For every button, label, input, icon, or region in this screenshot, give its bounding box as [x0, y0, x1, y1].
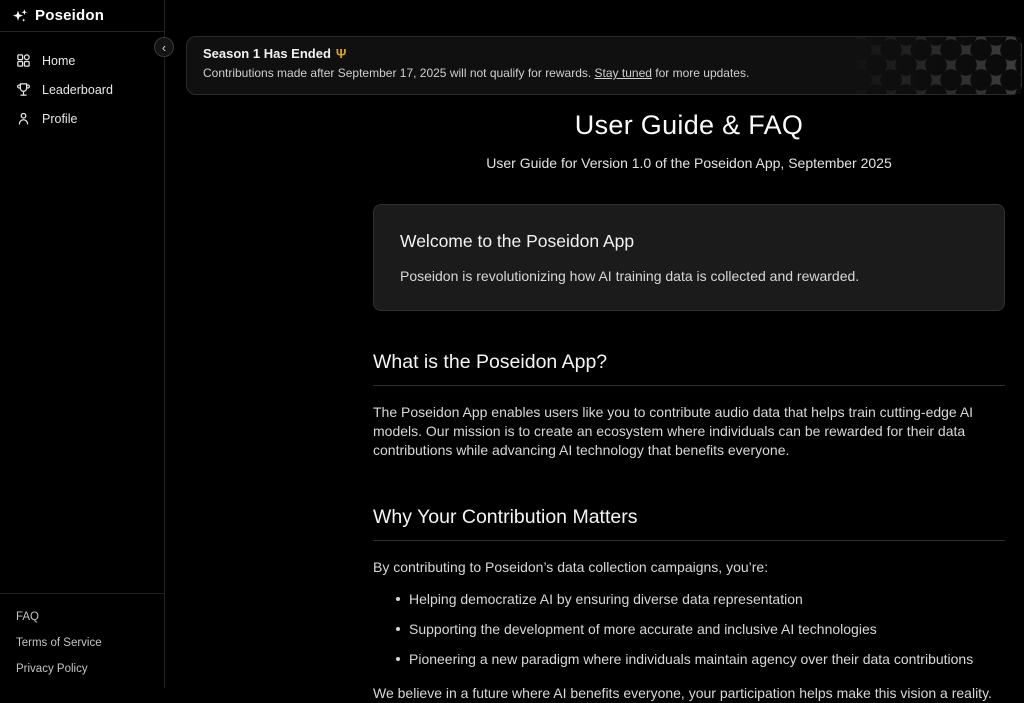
- sidebar-nav: [0, 32, 167, 133]
- section-heading: What is the Poseidon App?: [373, 351, 608, 373]
- page-subtitle: User Guide for Version 1.0 of the Poseidon App, September 2025: [486, 155, 892, 171]
- sidebar-item-home[interactable]: [0, 46, 164, 75]
- section-heading: Why Your Contribution Matters: [373, 506, 638, 528]
- section-divider: [373, 385, 1005, 386]
- banner-message-pre: Contributions made after September 17, 2025 will not qualify for rewards.: [203, 66, 595, 80]
- page-title: User Guide & FAQ: [574, 110, 804, 140]
- section-intro: By contributing to Poseidon’s data collection campaigns, you’re:: [373, 559, 769, 575]
- trident-icon: Ψ: [335, 46, 347, 61]
- sidebar-item-label: Leaderboard: [42, 82, 113, 97]
- trophy-icon: [16, 82, 31, 97]
- footer-link-terms[interactable]: Terms of Service: [16, 637, 102, 649]
- section-what-is-poseidon: [373, 351, 1005, 460]
- banner-content: [187, 37, 1021, 80]
- section-why-contribution-matters: [373, 506, 1005, 703]
- banner-message: [203, 66, 1005, 80]
- banner-message-post: for more updates.: [651, 66, 750, 80]
- list-item: Supporting the development of more accurate and inclusive AI technologies: [373, 621, 1005, 637]
- app-title: Poseidon: [35, 7, 105, 24]
- sidebar-item-label: Home: [42, 53, 76, 68]
- sparkles-icon: [12, 8, 28, 24]
- list-item: Pioneering a new paradigm where individuals maintain agency over their data contributions: [373, 651, 1005, 667]
- section-body: The Poseidon App enables users like you to contribute audio data that helps train cutting-edge AI models. Our mission is to create an ecosystem where individuals can be rewarded for their data contributions while advancing AI technology that benefits everyone.: [373, 404, 974, 458]
- list-item: Helping democratize AI by ensuring diverse data representation: [373, 591, 1005, 607]
- section-outro: We believe in a future where AI benefits everyone, your participation helps make this vision a reality.: [373, 685, 992, 701]
- chevron-left-icon: ‹: [161, 39, 167, 55]
- welcome-heading: Welcome to the Poseidon App: [400, 231, 635, 251]
- sidebar-collapse-button[interactable]: [154, 37, 174, 57]
- footer-link-faq[interactable]: FAQ: [16, 611, 40, 623]
- sidebar-item-profile[interactable]: [0, 104, 164, 133]
- user-guide-article: [373, 0, 1005, 703]
- stay-tuned-link[interactable]: Stay tuned: [594, 66, 652, 80]
- welcome-body: Poseidon is revolutionizing how AI training data is collected and rewarded.: [400, 268, 860, 284]
- sidebar-footer: [0, 593, 164, 688]
- user-icon: [16, 111, 31, 126]
- main-content: [166, 0, 1024, 701]
- banner-title: [203, 46, 1005, 61]
- logo-row: [0, 0, 164, 32]
- section-divider: [373, 540, 1005, 541]
- sidebar-item-label: Profile: [42, 111, 78, 126]
- footer-link-privacy[interactable]: Privacy Policy: [16, 663, 88, 675]
- dashboard-icon: [16, 53, 31, 68]
- banner-title-text: Season 1 Has Ended: [203, 46, 331, 61]
- sidebar: [0, 0, 165, 688]
- sidebar-item-leaderboard[interactable]: [0, 75, 164, 104]
- welcome-card: [373, 204, 1005, 311]
- contribution-benefits-list: [373, 591, 1005, 667]
